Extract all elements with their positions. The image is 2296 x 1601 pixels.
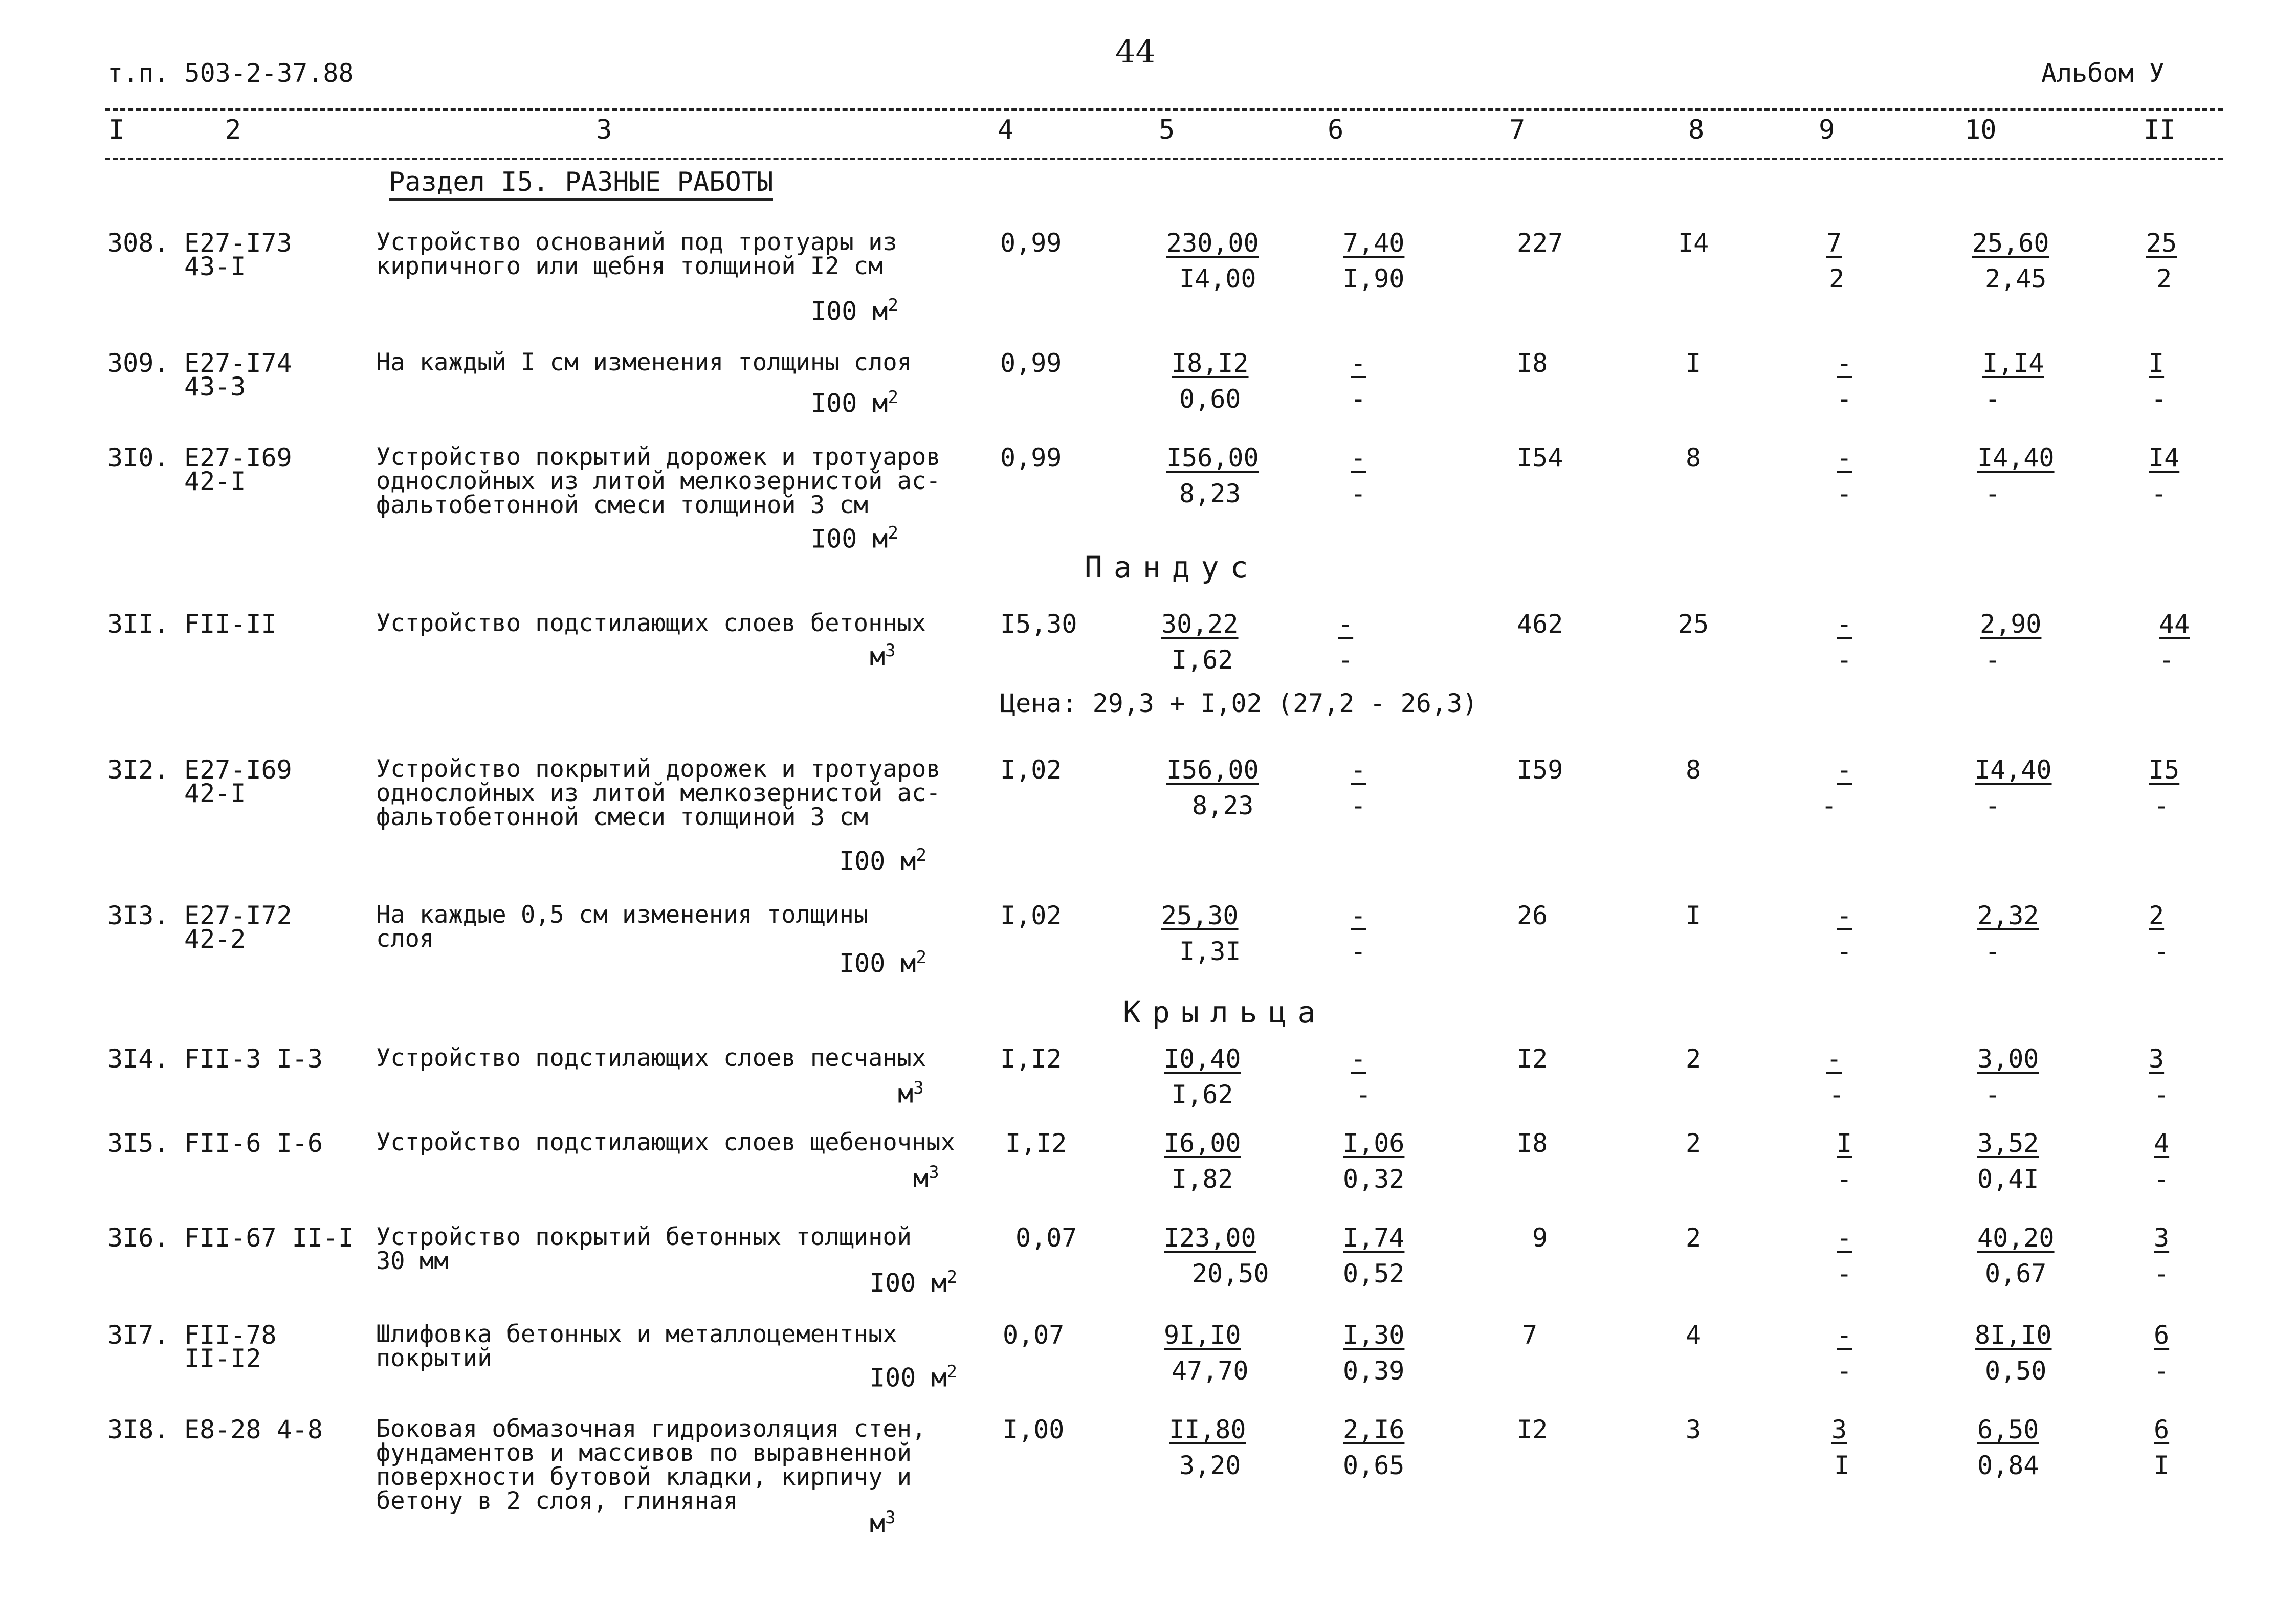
work-description: Шлифовка бетонных и металлоцементных покрытий — [376, 1320, 897, 1372]
col10-top: I,I4 — [1982, 348, 2044, 378]
col9-top: I — [1837, 1128, 1852, 1158]
col9-bottom: 2 — [1829, 264, 1845, 294]
col5-bottom: I,62 — [1172, 1080, 1233, 1109]
col5-bottom: 20,50 — [1192, 1259, 1269, 1288]
col10-bottom: 0,50 — [1985, 1356, 2047, 1386]
col8-value: 2 — [1686, 1044, 1702, 1074]
column-header-9: 9 — [1819, 115, 1835, 145]
col10-top: 40,20 — [1977, 1223, 2055, 1253]
col5-top: II,80 — [1169, 1415, 1246, 1444]
col11-top: I4 — [2149, 443, 2180, 473]
col7-value: I8 — [1517, 348, 1548, 378]
col11-top: 2 — [2149, 901, 2165, 930]
col9-bottom: I — [1834, 1451, 1850, 1480]
document-code: т.п. 503-2-37.88 — [107, 58, 354, 88]
col6-top: 7,40 — [1343, 228, 1405, 258]
col11-bottom: - — [2151, 479, 2167, 508]
work-description: Устройство покрытий бетонных толщиной 30 мм — [376, 1223, 912, 1275]
col6-top: - — [1351, 755, 1366, 785]
col8-value: 3 — [1686, 1415, 1702, 1444]
col9-top: - — [1837, 443, 1852, 473]
col6-top: - — [1351, 443, 1366, 473]
col4-value: I5,30 — [1000, 609, 1077, 639]
row-number: 3I7. — [107, 1320, 169, 1350]
col6-bottom: 0,65 — [1343, 1451, 1405, 1480]
row-number: 3I2. — [107, 755, 169, 785]
col7-value: I8 — [1517, 1128, 1548, 1158]
rate-code: FII-6 I-6 — [184, 1128, 323, 1158]
col8-value: 4 — [1686, 1320, 1702, 1350]
col9-bottom: - — [1837, 1259, 1852, 1288]
col10-bottom: - — [1985, 479, 2001, 508]
row-number: 308. — [107, 228, 169, 258]
rate-code: E27-I74 — [184, 348, 292, 378]
work-description: Боковая обмазочная гидроизоляция стен, фундаментов и массивов по выравненной поверхности бутовой кладки, кирпичу и бетону в 2 слоя, глиняная — [376, 1415, 926, 1515]
col11-bottom: - — [2154, 1080, 2170, 1109]
col6-bottom: - — [1351, 937, 1366, 966]
col10-bottom: - — [1985, 791, 2001, 820]
unit-of-measure: I00 $м^2$ — [839, 947, 926, 979]
col9-top: - — [1826, 1044, 1842, 1074]
col10-top: I4,40 — [1975, 755, 2052, 785]
col10-bottom: 0,84 — [1977, 1451, 2039, 1480]
col10-bottom: 2,45 — [1985, 264, 2047, 294]
col8-value: 8 — [1686, 755, 1702, 785]
col11-top: 44 — [2159, 609, 2190, 639]
col6-bottom: 0,39 — [1343, 1356, 1405, 1386]
column-header-3: 3 — [596, 115, 612, 145]
col9-bottom: - — [1837, 937, 1852, 966]
unit-of-measure: I00 $м^2$ — [870, 1267, 957, 1298]
col6-top: I,74 — [1343, 1223, 1405, 1253]
unit-of-measure: $м^3$ — [913, 1162, 939, 1193]
col9-top: - — [1837, 755, 1852, 785]
col11-top: 6 — [2154, 1320, 2170, 1350]
row-number: 3I4. — [107, 1044, 169, 1074]
column-header-7: 7 — [1509, 115, 1526, 145]
col9-top: - — [1837, 901, 1852, 930]
rate-code-sub: 43-3 — [184, 372, 246, 402]
rate-code-sub: 42-I — [184, 466, 246, 496]
section-title: Раздел I5. РАЗНЫЕ РАБОТЫ — [389, 169, 773, 201]
header-divider-top — [105, 108, 2223, 111]
row-number: 3II. — [107, 609, 169, 639]
col5-bottom: 8,23 — [1192, 791, 1254, 820]
col6-bottom: - — [1338, 645, 1354, 675]
subsection-porch: Крыльца — [1123, 995, 1327, 1030]
col8-value: 2 — [1686, 1223, 1702, 1253]
col11-bottom: - — [2159, 645, 2175, 675]
col9-top: 7 — [1826, 228, 1842, 258]
col11-bottom: - — [2154, 791, 2170, 820]
col5-top: 230,00 — [1166, 228, 1259, 258]
col11-top: 4 — [2154, 1128, 2170, 1158]
col7-value: I2 — [1517, 1415, 1548, 1444]
album-label: Альбом У — [2041, 58, 2165, 88]
col5-top: I56,00 — [1166, 755, 1259, 785]
col10-top: 3,00 — [1977, 1044, 2039, 1074]
row-number: 309. — [107, 348, 169, 378]
unit-of-measure: I00 $м^2$ — [870, 1362, 957, 1393]
col11-top: 6 — [2154, 1415, 2170, 1444]
col4-value: 0,99 — [1000, 443, 1062, 473]
unit-of-measure: I00 $м^2$ — [839, 845, 926, 876]
col8-value: I — [1686, 901, 1702, 930]
col5-top: 9I,I0 — [1164, 1320, 1241, 1350]
col5-top: I6,00 — [1164, 1128, 1241, 1158]
col10-top: I4,40 — [1977, 443, 2055, 473]
col4-value: 0,07 — [1003, 1320, 1065, 1350]
unit-of-measure: I00 $м^2$ — [811, 523, 898, 554]
col11-bottom: - — [2154, 1356, 2170, 1386]
rate-code-sub: II-I2 — [184, 1344, 261, 1373]
col11-bottom: I — [2154, 1451, 2170, 1480]
col10-top: 2,32 — [1977, 901, 2039, 930]
col11-top: I — [2149, 348, 2165, 378]
col6-top: - — [1351, 1044, 1366, 1074]
col6-top: I,30 — [1343, 1320, 1405, 1350]
row-number: 3I6. — [107, 1223, 169, 1253]
unit-of-measure: I00 $м^2$ — [811, 295, 898, 326]
column-header-6: 6 — [1328, 115, 1344, 145]
col9-bottom: - — [1829, 1080, 1845, 1109]
rate-code: FII-67 II-I — [184, 1223, 354, 1253]
column-header-10: 10 — [1964, 115, 1997, 145]
col9-bottom: - — [1837, 479, 1852, 508]
col7-value: I59 — [1517, 755, 1563, 785]
col8-value: 2 — [1686, 1128, 1702, 1158]
col6-top: I,06 — [1343, 1128, 1405, 1158]
col7-value: 9 — [1532, 1223, 1548, 1253]
col6-bottom: I,90 — [1343, 264, 1405, 294]
col9-bottom: - — [1837, 1164, 1852, 1194]
col10-bottom: - — [1985, 645, 2001, 675]
col10-bottom: - — [1985, 384, 2001, 414]
col5-bottom: 47,70 — [1172, 1356, 1249, 1386]
col7-value: I2 — [1517, 1044, 1548, 1074]
rate-code: FII-II — [184, 609, 277, 639]
rate-code: E27-I69 — [184, 755, 292, 785]
col9-top: - — [1837, 348, 1852, 378]
col5-bottom: 0,60 — [1179, 384, 1241, 414]
col5-top: I8,I2 — [1172, 348, 1249, 378]
col7-value: I54 — [1517, 443, 1563, 473]
col11-top: 3 — [2154, 1223, 2170, 1253]
col7-value: 462 — [1517, 609, 1563, 639]
col6-bottom: - — [1356, 1080, 1372, 1109]
col10-bottom: - — [1985, 1080, 2001, 1109]
col9-bottom: - — [1837, 1356, 1852, 1386]
col4-value: I,02 — [1000, 755, 1062, 785]
rate-code: FII-3 I-3 — [184, 1044, 323, 1074]
work-description: Устройство покрытий дорожек и тротуаров однослойных из литой мелкозернистой ас- фальтобетонной смеси толщиной 3 см — [376, 443, 941, 519]
col5-top: I23,00 — [1164, 1223, 1256, 1253]
rate-code-sub: 43-I — [184, 252, 246, 281]
col7-value: 7 — [1522, 1320, 1538, 1350]
col11-top: 3 — [2149, 1044, 2165, 1074]
col4-value: I,00 — [1003, 1415, 1065, 1444]
page-number: 44 — [1115, 33, 1156, 70]
col6-bottom: - — [1351, 479, 1366, 508]
col10-bottom: - — [1985, 937, 2001, 966]
col5-bottom: I,62 — [1172, 645, 1233, 675]
work-description: Устройство подстилающих слоев щебеночных — [376, 1128, 955, 1157]
col11-bottom: - — [2154, 1164, 2170, 1194]
column-header-8: 8 — [1688, 115, 1705, 145]
col9-top: 3 — [1831, 1415, 1847, 1444]
rate-code: E27-I69 — [184, 443, 292, 473]
column-header-4: 4 — [998, 115, 1014, 145]
col4-value: I,I2 — [1000, 1044, 1062, 1074]
column-header-11: II — [2144, 115, 2176, 145]
column-header-5: 5 — [1159, 115, 1175, 145]
col8-value: I4 — [1678, 228, 1709, 258]
col8-value: I — [1686, 348, 1702, 378]
col10-top: 6,50 — [1977, 1415, 2039, 1444]
col11-bottom: 2 — [2156, 264, 2172, 294]
row-number: 3I5. — [107, 1128, 169, 1158]
col10-bottom: 0,67 — [1985, 1259, 2047, 1288]
col11-bottom: - — [2154, 937, 2170, 966]
col4-value: 0,07 — [1015, 1223, 1077, 1253]
col4-value: 0,99 — [1000, 228, 1062, 258]
col7-value: 227 — [1517, 228, 1563, 258]
work-description: Устройство подстилающих слоев бетонных — [376, 609, 926, 637]
col5-bottom: 3,20 — [1179, 1451, 1241, 1480]
col10-top: 25,60 — [1972, 228, 2049, 258]
col9-bottom: - — [1837, 384, 1852, 414]
col9-top: - — [1837, 609, 1852, 639]
price-formula: Цена: 29,3 + I,02 (27,2 - 26,3) — [1000, 688, 1478, 718]
row-number: 3I8. — [107, 1415, 169, 1444]
rate-code: FII-78 — [184, 1320, 277, 1350]
work-description: Устройство подстилающих слоев песчаных — [376, 1044, 926, 1072]
col10-top: 8I,I0 — [1975, 1320, 2052, 1350]
work-description: На каждые 0,5 см изменения толщины слоя — [376, 901, 869, 953]
col5-bottom: I4,00 — [1179, 264, 1256, 294]
col7-value: 26 — [1517, 901, 1548, 930]
col9-bottom: - — [1821, 791, 1837, 820]
col6-bottom: 0,32 — [1343, 1164, 1405, 1194]
col11-top: I5 — [2149, 755, 2180, 785]
col6-bottom: - — [1351, 791, 1366, 820]
col9-bottom: - — [1837, 645, 1852, 675]
col5-top: 25,30 — [1161, 901, 1239, 930]
col6-top: - — [1338, 609, 1354, 639]
col5-top: 30,22 — [1161, 609, 1239, 639]
rate-code: E8-28 4-8 — [184, 1415, 323, 1444]
column-header-2: 2 — [225, 115, 241, 145]
col6-top: - — [1351, 348, 1366, 378]
col9-top: - — [1837, 1223, 1852, 1253]
rate-code: E27-I73 — [184, 228, 292, 258]
col5-bottom: 8,23 — [1179, 479, 1241, 508]
col11-top: 25 — [2146, 228, 2177, 258]
subsection-ramp: Пандус — [1085, 550, 1260, 585]
rate-code: E27-I72 — [184, 901, 292, 930]
col6-bottom: - — [1351, 384, 1366, 414]
work-description: Устройство оснований под тротуары из кирпичного или щебня толщиной I2 см — [376, 228, 897, 280]
unit-of-measure: $м^3$ — [870, 1507, 896, 1539]
col4-value: I,I2 — [1005, 1128, 1067, 1158]
col4-value: 0,99 — [1000, 348, 1062, 378]
col6-top: - — [1351, 901, 1366, 930]
unit-of-measure: $м^3$ — [898, 1078, 924, 1109]
col8-value: 8 — [1686, 443, 1702, 473]
col6-bottom: 0,52 — [1343, 1259, 1405, 1288]
col5-bottom: I,82 — [1172, 1164, 1233, 1194]
col11-bottom: - — [2154, 1259, 2170, 1288]
col6-top: 2,I6 — [1343, 1415, 1405, 1444]
col10-top: 3,52 — [1977, 1128, 2039, 1158]
unit-of-measure: I00 $м^2$ — [811, 387, 898, 418]
rate-code-sub: 42-2 — [184, 924, 246, 954]
col5-top: I56,00 — [1166, 443, 1259, 473]
work-description: На каждый I см изменения толщины слоя — [376, 348, 912, 376]
col8-value: 25 — [1678, 609, 1709, 639]
rate-code-sub: 42-I — [184, 779, 246, 808]
col4-value: I,02 — [1000, 901, 1062, 930]
col9-top: - — [1837, 1320, 1852, 1350]
col10-bottom: 0,4I — [1977, 1164, 2039, 1194]
col10-top: 2,90 — [1980, 609, 2042, 639]
col5-top: I0,40 — [1164, 1044, 1241, 1074]
col11-bottom: - — [2151, 384, 2167, 414]
column-header-1: I — [108, 115, 125, 145]
unit-of-measure: $м^3$ — [870, 640, 896, 672]
col5-bottom: I,3I — [1179, 937, 1241, 966]
work-description: Устройство покрытий дорожек и тротуаров однослойных из литой мелкозернистой ас- фальтобетонной смеси толщиной 3 см — [376, 755, 941, 831]
row-number: 3I0. — [107, 443, 169, 473]
row-number: 3I3. — [107, 901, 169, 930]
header-divider-bottom — [105, 158, 2223, 160]
